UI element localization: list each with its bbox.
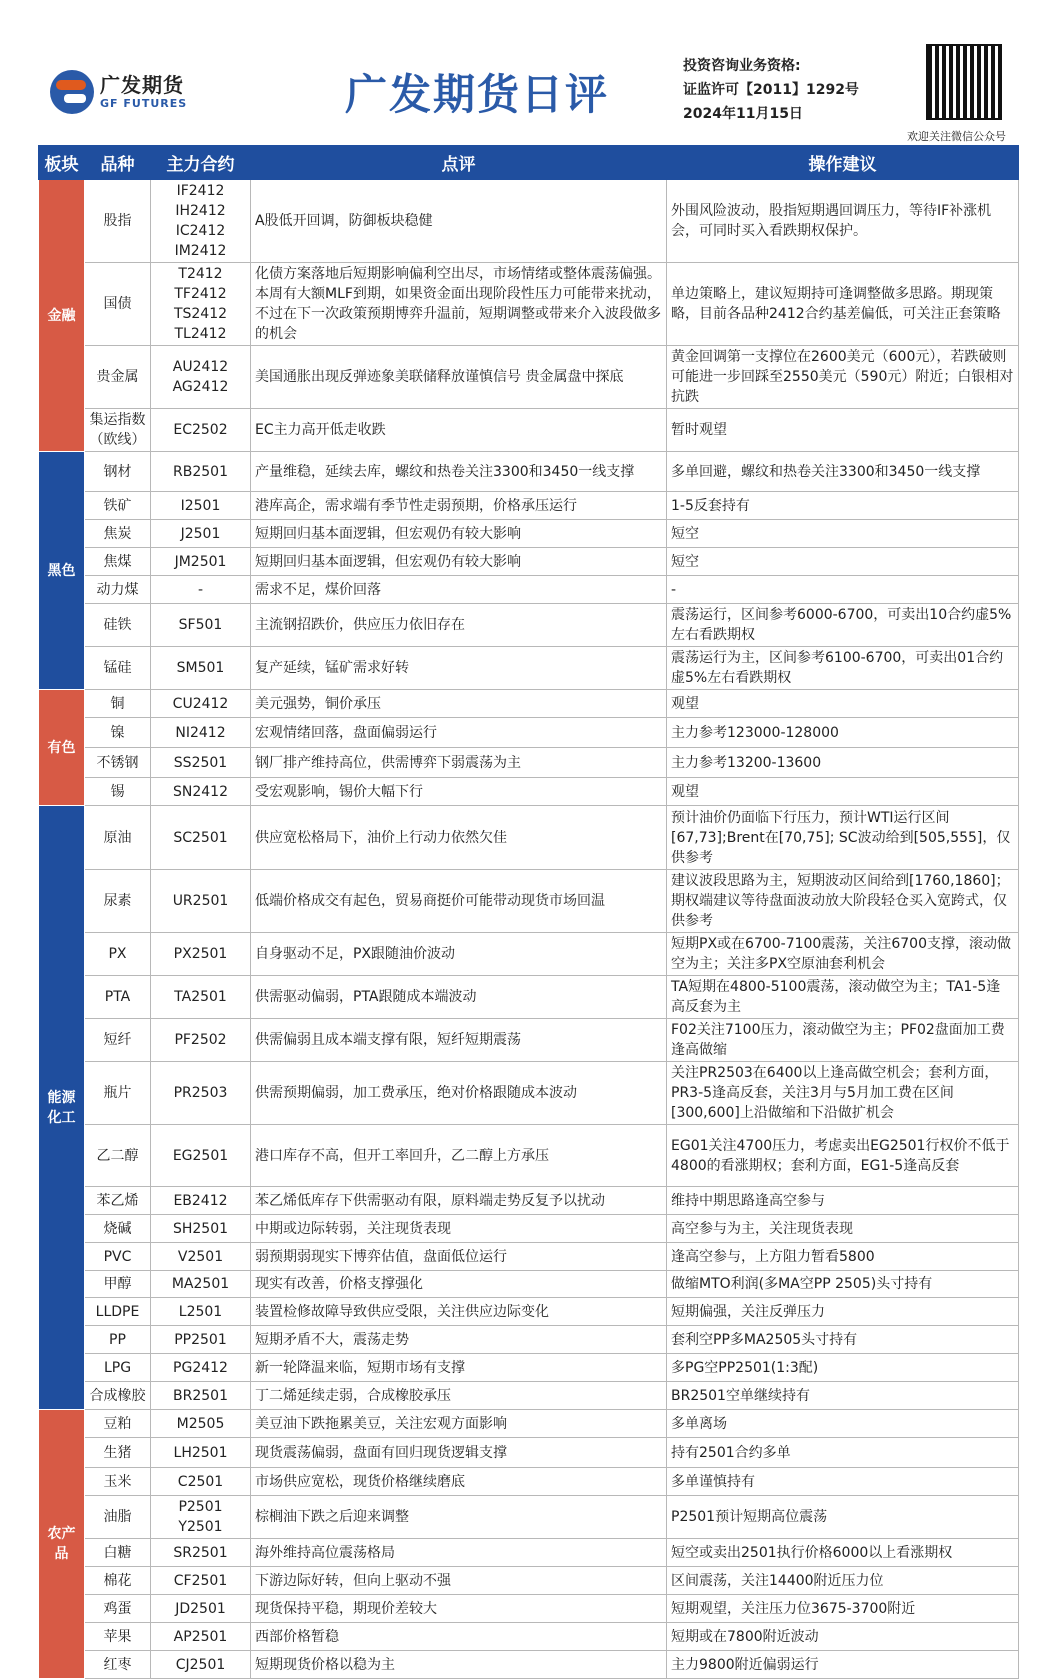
table-row [39,1382,1019,1410]
col-sector: 板块 [39,146,85,180]
contract-cell: IF2412 IH2412 IC2412 IM2412 [151,180,251,263]
variety-cell: 合成橡胶 [85,1382,151,1410]
variety-cell: 甲醇 [85,1271,151,1298]
sector-cell: 有色 [39,690,85,806]
variety-cell: PX [85,933,151,976]
comment-cell: 中期或边际转弱，关注现货表现 [251,1215,667,1243]
table-row [39,263,1019,346]
sector-cell: 金融 [39,180,85,452]
advice-cell: 多单回避，螺纹和热卷关注3300和3450一线支撑 [667,452,1019,492]
advice-cell: 1-5反套持有 [667,492,1019,520]
contract-cell: EC2502 [151,409,251,452]
table-row [39,1468,1019,1496]
advice-cell: 多单谨慎持有 [667,1468,1019,1496]
col-variety: 品种 [85,146,151,180]
advice-cell: 做缩MTO利润(多MA空PP 2505)头寸持有 [667,1271,1019,1298]
page-header [0,0,1063,145]
comment-cell: EC主力高开低走收跌 [251,409,667,452]
contract-cell: C2501 [151,1468,251,1496]
table-row [39,1019,1019,1062]
contract-cell: AU2412 AG2412 [151,346,251,409]
table-body [39,180,1019,1679]
page-title: 广发期货日评 [345,70,610,119]
contract-cell: SS2501 [151,748,251,778]
contract-cell: PF2502 [151,1019,251,1062]
contract-cell: I2501 [151,492,251,520]
contract-cell: CF2501 [151,1567,251,1595]
advice-cell: 套利空PP多MA2505头寸持有 [667,1326,1019,1354]
advice-cell: BR2501空单继续持有 [667,1382,1019,1410]
variety-cell: LLDPE [85,1298,151,1326]
advice-cell: TA短期在4800-5100震荡，滚动做空为主；TA1-5逢高反套为主 [667,976,1019,1019]
contract-cell: CJ2501 [151,1651,251,1679]
table-header-row [39,146,1019,180]
qualification-label: 投资咨询业务资格: [683,58,801,74]
table-row [39,870,1019,933]
comment-cell: 港库高企，需求端有季节性走弱预期，价格承压运行 [251,492,667,520]
comment-cell: 宏观情绪回落，盘面偏弱运行 [251,718,667,748]
table-row [39,1539,1019,1567]
variety-cell: 豆粕 [85,1410,151,1438]
variety-cell: PP [85,1326,151,1354]
contract-cell: SC2501 [151,806,251,870]
advice-cell: 短空或卖出2501执行价格6000以上看涨期权 [667,1539,1019,1567]
logo-chinese: 广发期货 [100,73,184,97]
advice-cell: 逢高空参与，上方阻力暂看5800 [667,1243,1019,1271]
table-row [39,1125,1019,1187]
contract-cell: PP2501 [151,1326,251,1354]
sector-cell: 能源 化工 [39,806,85,1410]
col-advice: 操作建议 [667,146,1019,180]
advice-cell: 建议波段思路为主，短期波动区间给到[1760,1860]；期权端建议等待盘面波动放大阶段轻仓买入宽跨式，仅供参考 [667,870,1019,933]
comment-cell: 供需预期偏弱，加工费承压，绝对价格跟随成本波动 [251,1062,667,1125]
table-row [39,1496,1019,1539]
comment-cell: 海外维持高位震荡格局 [251,1539,667,1567]
contract-cell: SF501 [151,604,251,647]
variety-cell: 棉花 [85,1567,151,1595]
logo-english: GF FUTURES [100,97,188,110]
comment-cell: 钢厂排产维持高位，供需博弈下弱震荡为主 [251,748,667,778]
variety-cell: 焦炭 [85,520,151,548]
table-row [39,1187,1019,1215]
comment-cell: 弱预期弱现实下博弈估值，盘面低位运行 [251,1243,667,1271]
advice-cell: 多PG空PP2501(1:3配) [667,1354,1019,1382]
comment-cell: 供应宽松格局下，油价上行动力依然欠佳 [251,806,667,870]
variety-cell: 乙二醇 [85,1125,151,1187]
contract-cell: PX2501 [151,933,251,976]
variety-cell: 红枣 [85,1651,151,1679]
table-row [39,1595,1019,1623]
table-row [39,1410,1019,1438]
contract-cell: JD2501 [151,1595,251,1623]
contract-cell: SN2412 [151,778,251,806]
table-row [39,1326,1019,1354]
advice-cell: F02关注7100压力，滚动做空为主；PF02盘面加工费逢高做缩 [667,1019,1019,1062]
variety-cell: PTA [85,976,151,1019]
variety-cell: 国债 [85,263,151,346]
table-row [39,1651,1019,1679]
comment-cell: 西部价格暂稳 [251,1623,667,1651]
table-row [39,520,1019,548]
advice-cell: 短期偏强，关注反弹压力 [667,1298,1019,1326]
table-row [39,1354,1019,1382]
table-row [39,778,1019,806]
table-row [39,976,1019,1019]
advice-cell: 暂时观望 [667,409,1019,452]
table-row [39,1298,1019,1326]
table-row [39,452,1019,492]
table-row [39,548,1019,576]
contract-cell: RB2501 [151,452,251,492]
comment-cell: A股低开回调，防御板块稳健 [251,180,667,263]
comment-cell: 主流钢招跌价，供应压力依旧存在 [251,604,667,647]
contract-cell: CU2412 [151,690,251,718]
variety-cell: 短纤 [85,1019,151,1062]
qr-code-icon [928,46,1000,118]
comment-cell: 化债方案落地后短期影响偏利空出尽，市场情绪或整体震荡偏强。本周有大额MLF到期，如果资金面出现阶段性压力可能带来扰动，不过在下一次政策预期博弈升温前，短期调整或带来介入波段做多的机会 [251,263,667,346]
variety-cell: 白糖 [85,1539,151,1567]
contract-cell: PR2503 [151,1062,251,1125]
contract-cell: EG2501 [151,1125,251,1187]
sector-cell: 农产品 [39,1410,85,1679]
variety-cell: 原油 [85,806,151,870]
advice-cell: 观望 [667,690,1019,718]
advice-cell: 震荡运行为主，区间参考6100-6700，可卖出01合约虚5%左右看跌期权 [667,647,1019,690]
contract-cell: LH2501 [151,1438,251,1468]
table-row [39,647,1019,690]
variety-cell: 动力煤 [85,576,151,604]
contract-cell: MA2501 [151,1271,251,1298]
comment-cell: 受宏观影响，锡价大幅下行 [251,778,667,806]
gf-logo-icon [50,70,94,114]
advice-cell: 外围风险波动，股指短期遇回调压力，等待IF补涨机会，可同时买入看跌期权保护。 [667,180,1019,263]
advice-cell: 短空 [667,520,1019,548]
comment-cell: 美元强势，铜价承压 [251,690,667,718]
table-row [39,576,1019,604]
contract-cell: SR2501 [151,1539,251,1567]
comment-cell: 自身驱动不足，PX跟随油价波动 [251,933,667,976]
table-row [39,604,1019,647]
table-row [39,1271,1019,1298]
table-row [39,690,1019,718]
comment-cell: 现实有改善，价格支撑强化 [251,1271,667,1298]
commentary-table [38,145,1019,1679]
contract-cell: AP2501 [151,1623,251,1651]
comment-cell: 新一轮降温来临，短期市场有支撑 [251,1354,667,1382]
table-row [39,1243,1019,1271]
variety-cell: 鸡蛋 [85,1595,151,1623]
comment-cell: 短期现货价格以稳为主 [251,1651,667,1679]
comment-cell: 苯乙烯低库存下供需驱动有限，原料端走势反复予以扰动 [251,1187,667,1215]
comment-cell: 供需驱动偏弱，PTA跟随成本端波动 [251,976,667,1019]
contract-cell: L2501 [151,1298,251,1326]
comment-cell: 装置检修故障导致供应受限，关注供应边际变化 [251,1298,667,1326]
variety-cell: 锰硅 [85,647,151,690]
comment-cell: 复产延续，锰矿需求好转 [251,647,667,690]
contract-cell: NI2412 [151,718,251,748]
advice-cell: 区间震荡，关注14400附近压力位 [667,1567,1019,1595]
advice-cell: 震荡运行，区间参考6000-6700，可卖出10合约虚5%左右看跌期权 [667,604,1019,647]
advice-cell: 多单离场 [667,1410,1019,1438]
sector-cell: 黑色 [39,452,85,690]
comment-cell: 短期回归基本面逻辑，但宏观仍有较大影响 [251,548,667,576]
contract-cell: J2501 [151,520,251,548]
qr-caption: 欢迎关注微信公众号 [907,130,1006,143]
advice-cell: 关注PR2503在6400以上逢高做空机会；套利方面，PR3-5逢高反套，关注3月与5月加工费在区间[300,600]上沿做缩和下沿做扩机会 [667,1062,1019,1125]
comment-cell: 供需偏弱且成本端支撑有限，短纤短期震荡 [251,1019,667,1062]
comment-cell: 美豆油下跌拖累美豆，关注宏观方面影响 [251,1410,667,1438]
contract-cell: BR2501 [151,1382,251,1410]
table-row [39,718,1019,748]
table-row [39,346,1019,409]
comment-cell: 市场供应宽松，现货价格继续磨底 [251,1468,667,1496]
advice-cell: 单边策略上，建议短期持可逢调整做多思路。期现策略，目前各品种2412合约基差偏低，可关注正套策略 [667,263,1019,346]
comment-cell: 产量维稳，延续去库，螺纹和热卷关注3300和3450一线支撑 [251,452,667,492]
comment-cell: 短期回归基本面逻辑，但宏观仍有较大影响 [251,520,667,548]
contract-cell: - [151,576,251,604]
table-row [39,1062,1019,1125]
variety-cell: 生猪 [85,1438,151,1468]
license-number: 证监许可【2011】1292号 [683,82,859,98]
contract-cell: UR2501 [151,870,251,933]
advice-cell: 维持中期思路逢高空参与 [667,1187,1019,1215]
variety-cell: 烧碱 [85,1215,151,1243]
col-contract: 主力合约 [151,146,251,180]
advice-cell: 主力参考13200-13600 [667,748,1019,778]
comment-cell: 现货震荡偏弱，盘面有回归现货逻辑支撑 [251,1438,667,1468]
variety-cell: 股指 [85,180,151,263]
advice-cell: EG01关注4700压力，考虑卖出EG2501行权价不低于4800的看涨期权；套利方面，EG1-5逢高反套 [667,1125,1019,1187]
advice-cell: 短期观望，关注压力位3675-3700附近 [667,1595,1019,1623]
advice-cell: 持有2501合约多单 [667,1438,1019,1468]
contract-cell: SH2501 [151,1215,251,1243]
contract-cell: SM501 [151,647,251,690]
contract-cell: T2412 TF2412 TS2412 TL2412 [151,263,251,346]
table-row [39,409,1019,452]
table-row [39,180,1019,263]
advice-cell: 黄金回调第一支撑位在2600美元（600元），若跌破则可能进一步回踩至2550美元（590元）附近；白银相对抗跌 [667,346,1019,409]
variety-cell: LPG [85,1354,151,1382]
variety-cell: 镍 [85,718,151,748]
contract-cell: JM2501 [151,548,251,576]
variety-cell: 铜 [85,690,151,718]
variety-cell: 钢材 [85,452,151,492]
contract-cell: M2505 [151,1410,251,1438]
variety-cell: 铁矿 [85,492,151,520]
advice-cell: - [667,576,1019,604]
advice-cell: 主力参考123000-128000 [667,718,1019,748]
comment-cell: 棕榈油下跌之后迎来调整 [251,1496,667,1539]
variety-cell: 苹果 [85,1623,151,1651]
contract-cell: PG2412 [151,1354,251,1382]
advice-cell: 观望 [667,778,1019,806]
variety-cell: 锡 [85,778,151,806]
advice-cell: 短空 [667,548,1019,576]
table-row [39,1215,1019,1243]
comment-cell: 港口库存不高，但开工率回升，乙二醇上方承压 [251,1125,667,1187]
variety-cell: 玉米 [85,1468,151,1496]
advice-cell: 高空参与为主，关注现货表现 [667,1215,1019,1243]
variety-cell: 集运指数 （欧线） [85,409,151,452]
contract-cell: P2501 Y2501 [151,1496,251,1539]
contract-cell: EB2412 [151,1187,251,1215]
comment-cell: 低端价格成交有起色，贸易商挺价可能带动现货市场回温 [251,870,667,933]
table-row [39,748,1019,778]
report-date: 2024年11月15日 [683,106,803,122]
table-row [39,1567,1019,1595]
contract-cell: TA2501 [151,976,251,1019]
variety-cell: 不锈钢 [85,748,151,778]
variety-cell: 贵金属 [85,346,151,409]
table-row [39,1438,1019,1468]
variety-cell: PVC [85,1243,151,1271]
comment-cell: 美国通胀出现反弹迹象美联储释放谨慎信号 贵金属盘中探底 [251,346,667,409]
col-comment: 点评 [251,146,667,180]
table-row [39,492,1019,520]
variety-cell: 油脂 [85,1496,151,1539]
variety-cell: 硅铁 [85,604,151,647]
table-row [39,933,1019,976]
comment-cell: 下游边际好转，但向上驱动不强 [251,1567,667,1595]
variety-cell: 苯乙烯 [85,1187,151,1215]
advice-cell: P2501预计短期高位震荡 [667,1496,1019,1539]
advice-cell: 短期PX或在6700-7100震荡，关注6700支撑，滚动做空为主；关注多PX空原油套利机会 [667,933,1019,976]
variety-cell: 尿素 [85,870,151,933]
variety-cell: 焦煤 [85,548,151,576]
table-row [39,1623,1019,1651]
comment-cell: 需求不足，煤价回落 [251,576,667,604]
advice-cell: 短期或在7800附近波动 [667,1623,1019,1651]
table-row [39,806,1019,870]
comment-cell: 短期矛盾不大，震荡走势 [251,1326,667,1354]
advice-cell: 预计油价仍面临下行压力，预计WTI运行区间[67,73];Brent在[70,75]; SC波动给到[505,555]，仅供参考 [667,806,1019,870]
comment-cell: 丁二烯延续走弱，合成橡胶承压 [251,1382,667,1410]
comment-cell: 现货保持平稳，期现价差较大 [251,1595,667,1623]
contract-cell: V2501 [151,1243,251,1271]
license-info [683,54,859,126]
variety-cell: 瓶片 [85,1062,151,1125]
advice-cell: 主力9800附近偏弱运行 [667,1651,1019,1679]
company-logo [50,70,187,114]
